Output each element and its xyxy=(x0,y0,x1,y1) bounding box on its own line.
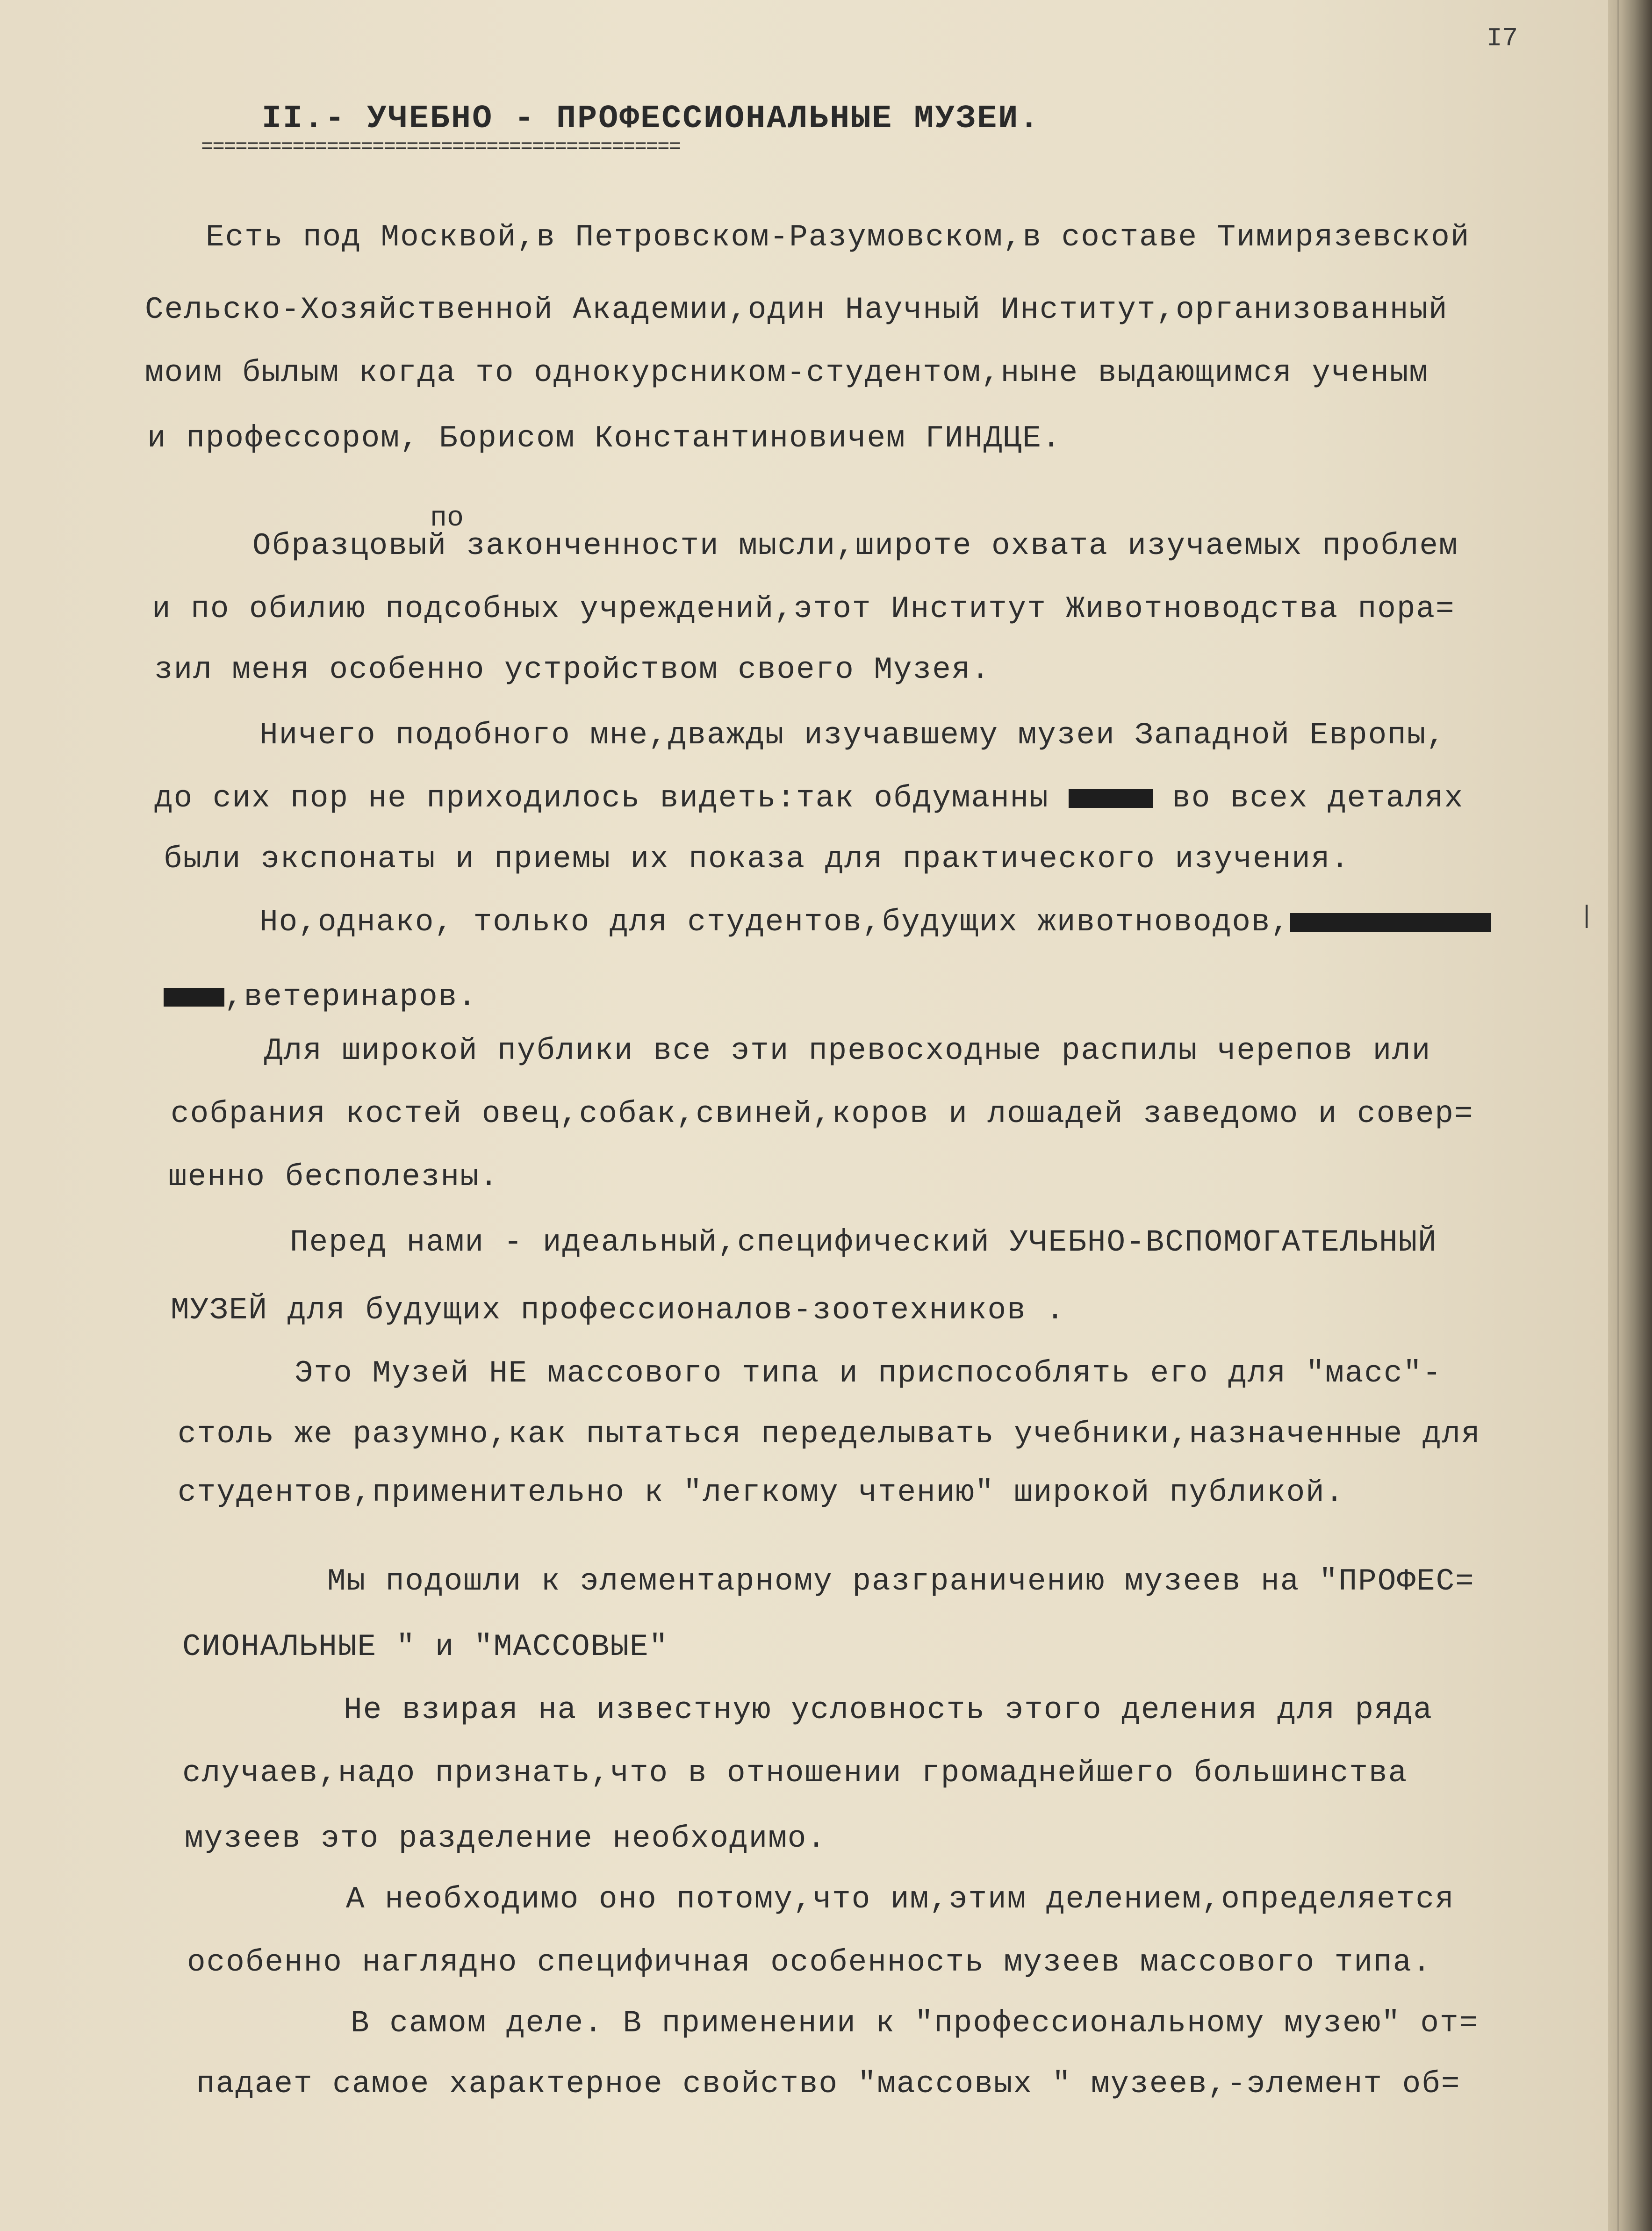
struck-out-word xyxy=(1290,913,1491,932)
handwritten-insertion: по xyxy=(430,503,464,534)
page-edge-shadow xyxy=(1608,0,1652,2231)
text-line: Ничего подобного мне,дважды изучавшему музеи Западной Европы, xyxy=(259,718,1446,753)
text-line: А необходимо оно потому,что им,этим делением,определяется xyxy=(346,1882,1455,1917)
page-number: I7 xyxy=(1487,23,1518,53)
text-line: зил меня особенно устройством своего Музея. xyxy=(154,652,991,687)
struck-out-word xyxy=(1069,789,1153,808)
text-line: Есть под Москвой,в Петровском-Разумовском,в составе Тимирязевской xyxy=(206,220,1470,255)
text-line: были экспонаты и приемы их показа для практического изучения. xyxy=(164,842,1350,877)
text-line: и профессором, Борисом Константиновичем ГИНДЦЕ. xyxy=(147,421,1062,456)
text-fragment: Но,однако, только для студентов,будущих животноводов, xyxy=(259,905,1291,940)
binding-fold xyxy=(1617,0,1619,2231)
text-line: особенно наглядно специфичная особенность музеев массового типа. xyxy=(187,1945,1432,1980)
text-line: собрания костей овец,собак,свиней,коров и лошадей заведомо и совер= xyxy=(171,1096,1474,1131)
text-line: Это Музей НЕ массового типа и приспособлять его для "масс"- xyxy=(294,1356,1442,1391)
text-line: шенно бесполезны. xyxy=(168,1159,499,1195)
text-line: СИОНАЛЬНЫЕ " и "МАССОВЫЕ" xyxy=(182,1629,669,1664)
heading-underline: ========================================== xyxy=(201,136,680,154)
text-line xyxy=(259,905,1491,940)
section-heading: II.- УЧЕБНО - ПРОФЕССИОНАЛЬНЫЕ МУЗЕИ. xyxy=(262,101,1041,137)
text-line xyxy=(154,781,1464,816)
text-line: В самом деле. В применении к "профессиональному музею" от= xyxy=(351,2006,1479,2041)
text-line: и по обилию подсобных учреждений,этот Институт Животноводства пора= xyxy=(152,591,1455,626)
text-line: падает самое характерное свойство "массовых " музеев,-элемент об= xyxy=(196,2066,1461,2101)
text-line: Образцовый законченности мысли,широте охвата изучаемых проблем xyxy=(252,528,1458,563)
margin-mark: | xyxy=(1579,902,1595,931)
text-line: Не взирая на известную условность этого деления для ряда xyxy=(344,1692,1433,1727)
text-line: столь же разумно,как пытаться переделывать учебники,назначенные для xyxy=(178,1417,1481,1452)
text-fragment: ,ветеринаров. xyxy=(224,979,477,1015)
text-line: музеев это разделение необходимо. xyxy=(185,1821,827,1856)
text-line: моим былым когда то однокурсником-студентом,ныне выдающимся ученым xyxy=(145,355,1429,390)
text-line: студентов,применительно к "легкому чтению" широкой публикой. xyxy=(178,1475,1345,1510)
text-line: Мы подошли к элементарному разграничению музеев на "ПРОФЕС= xyxy=(327,1564,1475,1599)
text-line: Перед нами - идеальный,специфический УЧЕБНО-ВСПОМОГАТЕЛЬНЫЙ xyxy=(290,1225,1437,1260)
text-line: Для широкой публики все эти превосходные распилы черепов или xyxy=(264,1033,1431,1068)
text-line: случаев,надо признать,что в отношении громаднейшего большинства xyxy=(182,1756,1408,1791)
text-fragment: во всех деталях xyxy=(1172,781,1464,816)
struck-out-word xyxy=(164,988,224,1007)
text-fragment: до сих пор не приходилось видеть:так обдуманны xyxy=(154,781,1049,816)
text-line xyxy=(164,979,477,1015)
text-line: МУЗЕЙ для будущих профессионалов-зоотехников . xyxy=(171,1293,1065,1328)
text-line: Сельско-Хозяйственной Академии,один Научный Институт,организованный xyxy=(145,292,1448,327)
